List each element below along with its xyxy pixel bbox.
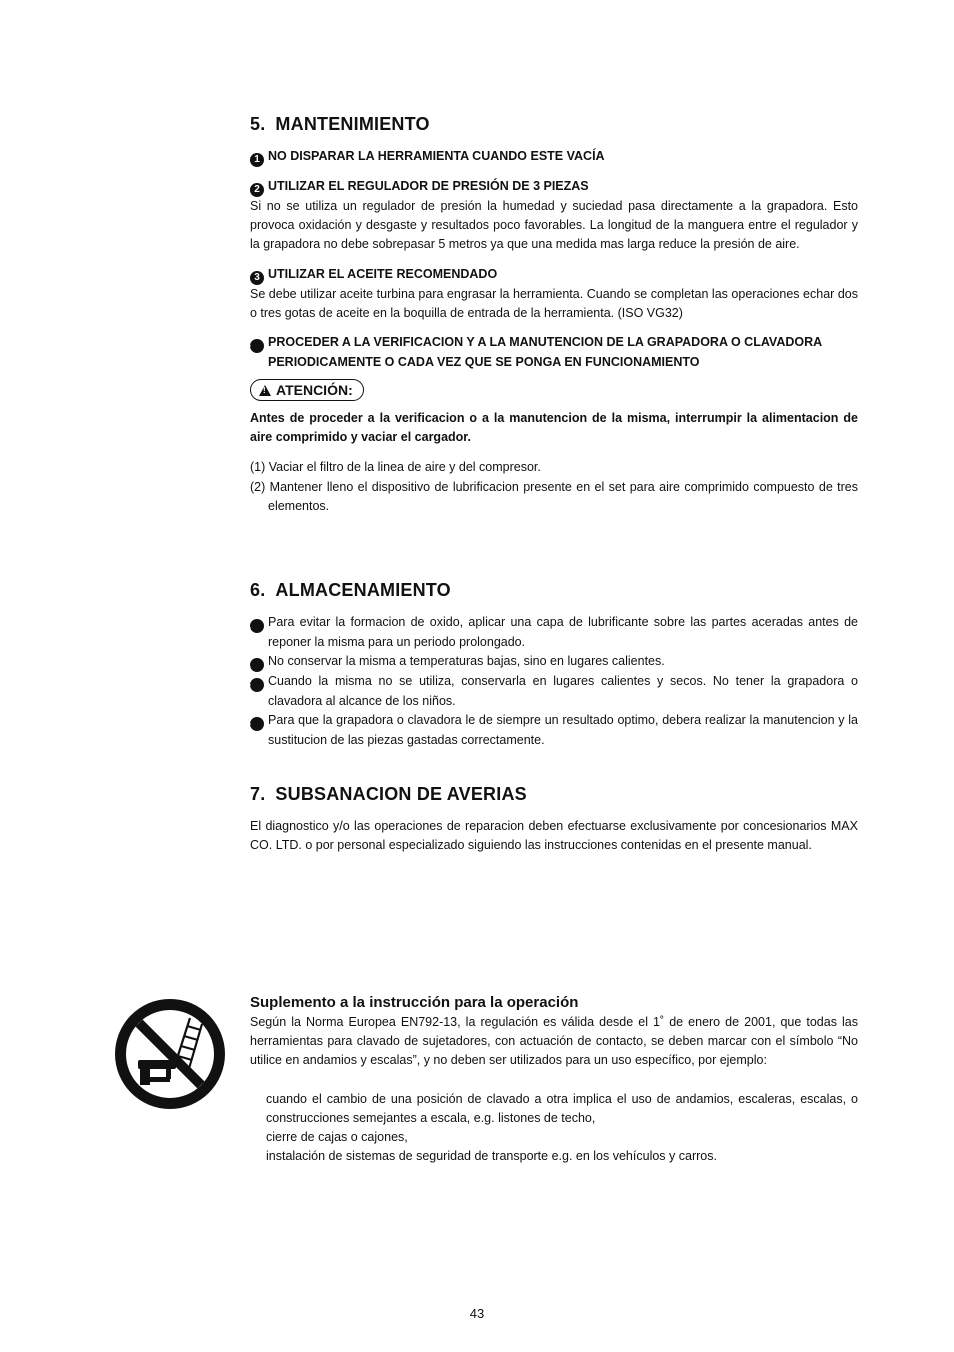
item-5-2-text: Si no se utiliza un regulador de presión la humedad y suciedad pasa directamente a la grapadora. Esto provoca oxidación y desgaste y resultados poco favorables. La longitud de la manguera entre el regulador y la grapadora no debe sobrepasar 5 metros ya que una medida mas larga reduce la presión de aire. [250,199,858,252]
section-7-text: El diagnostico y/o las operaciones de reparacion deben efectuarse exclusivamente por concesionarios MAX CO. LTD. o por personal especializado siguiendo las instrucciones contenidas en el presente manual. [250,819,858,853]
attention-badge [250,379,364,401]
item-5-1-heading-text: NO DISPARAR LA HERRAMIENTA CUANDO ESTE VACÍA [268,149,605,163]
item-5-1-heading [250,147,858,167]
item-6-3 [245,672,858,711]
item-6-2-text: No conservar la misma a temperaturas bajas, sino en lugares calientes. [268,654,665,669]
item-5-3-heading [250,265,858,285]
section-mantenimiento [245,114,858,516]
section-6-title: ALMACENAMIENTO [275,580,451,600]
item-6-1-text: Para evitar la formacion de oxido, aplicar una capa de lubrificante sobre las partes aceradas antes de reponer la misma para un periodo prolongado. [268,615,858,649]
section-7-number: 7. [250,784,266,804]
section-7-heading [250,784,858,805]
section-6-heading [250,580,858,601]
item-6-2 [245,652,858,672]
page-number: 43 [469,1306,485,1321]
item-5-3-text: Se debe utilizar aceite turbina para engrasar la herramienta. Cuando se completan las operaciones echar dos o tres gotas de aceite en la boquilla de entrada de la herramienta. (ISO VG32) [250,286,858,320]
step-2: (2) Mantener lleno el dispositivo de lubrificacion presente en el set para aire comprimido compuesto de tres elementos. [250,479,858,513]
step-1: (1) Vaciar el filtro de la linea de aire y del compresor. [250,460,541,475]
no-scaffold-ladder-icon [114,998,226,1110]
item-5-1-marker: 1 [250,153,264,167]
item-5-4-heading-text: PROCEDER A LA VERIFICACION Y A LA MANUTENCION DE LA GRAPADORA O CLAVADORA PERIODICAMENTE O CADA VEZ QUE SE PONGA EN FUNCIONAMIENTO [268,335,822,370]
item-6-4 [245,711,858,750]
item-6-4-text: Para que la grapadora o clavadora le de siempre un resultado optimo, debera realizar la manutencion y la sustitucion de las piezas gastadas correctamente. [268,713,858,748]
item-5-2-heading-text: UTILIZAR EL REGULADOR DE PRESIÓN DE 3 PIEZAS [268,179,589,193]
item-5-3-marker: 3 [250,271,264,285]
item-5-2-marker: 2 [250,183,264,197]
supplement-section [250,994,858,1166]
section-5-title: MANTENIMIENTO [275,114,430,134]
attention-label: ATENCIÓN: [276,382,353,399]
supplement-title: Suplemento a la instrucción para la operación [250,994,579,1011]
warning-triangle-icon [259,385,271,396]
section-7-title: SUBSANACION DE AVERIAS [275,784,527,804]
supplement-example-1: cuando el cambio de una posición de clavado a otra implica el uso de andamios, escaleras, escalas, o construcciones semejantes a escala, e.g. listones de techo, [266,1091,858,1125]
item-5-4-marker: 4 [250,339,264,353]
section-almacenamiento [245,580,858,751]
attention-text: Antes de proceder a la verificacion o a la manutencion de la misma, interrumpir la alimentacion de aire comprimido y vaciar el cargador. [250,411,858,445]
item-6-3-text: Cuando la misma no se utiliza, conservarla en lugares calientes y secos. No tener la grapadora o clavadora al alcance de los niños. [268,674,858,709]
item-6-1-marker: 1 [250,619,264,633]
section-6-number: 6. [250,580,266,600]
section-5-number: 5. [250,114,266,134]
supplement-example-2: cierre de cajas o cajones, [266,1130,408,1145]
item-6-4-marker: 4 [250,717,264,731]
item-6-2-marker: 2 [250,658,264,672]
item-6-3-marker: 3 [250,678,264,692]
section-5-heading [250,114,858,135]
item-6-1 [245,613,858,652]
supplement-text: Según la Norma Europea EN792-13, la regulación es válida desde el 1˚ de enero de 2001, que todas las herramientas para clavado de sujetadores, con actuación de contacto, se deben marcar con el símbolo “No utilice en andamios y escalas”, y no deben ser utilizados para un uso específico, por ejemplo: [250,1015,858,1068]
item-5-4-heading [245,333,858,372]
supplement-example-3: instalación de sistemas de seguridad de transporte e.g. en los vehículos y carros. [266,1149,717,1164]
item-5-2-heading [250,177,858,197]
item-5-3-heading-text: UTILIZAR EL ACEITE RECOMENDADO [268,266,498,281]
section-subsanacion [250,784,858,855]
